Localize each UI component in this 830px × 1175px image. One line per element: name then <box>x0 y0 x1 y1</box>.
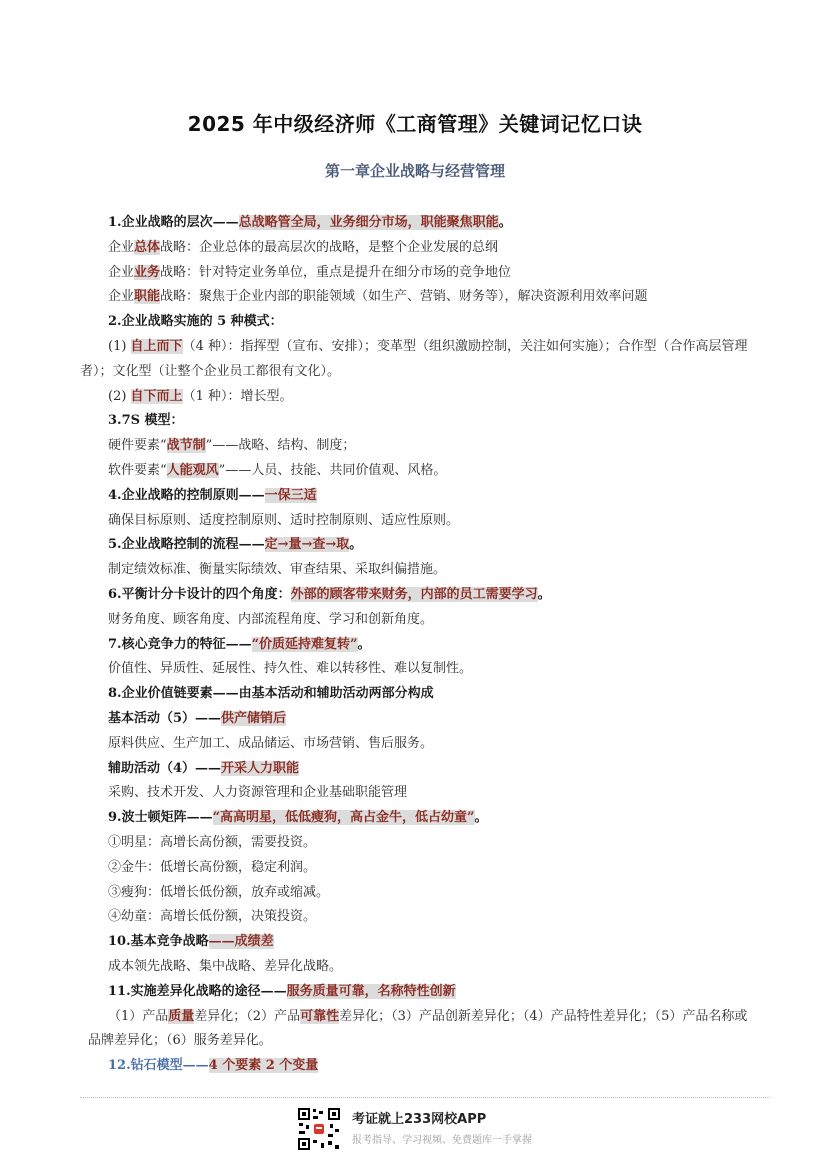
section-9-item: ①明星：高增长高份额，需要投资。 <box>108 834 317 850</box>
chapter-heading: 第一章企业战略与经营管理 <box>324 162 505 180</box>
footer-brand: 考证就上233网校APP <box>352 1112 487 1127</box>
section-1-heading: 1.企业战略的层次——总战略管全局，业务细分市场，职能聚焦职能。 <box>108 215 512 230</box>
section-7-item: 价值性、异质性、延展性、持久性、难以转移性、难以复制性。 <box>108 661 473 677</box>
footer-tagline: 报考指导、学习视频、免费题库一手掌握 <box>352 1135 532 1146</box>
section-4-item: 确保目标原则、适度控制原则、适时控制原则、适应性原则。 <box>108 512 460 528</box>
section-10-heading: 10.基本竞争战略——成绩差 <box>108 934 274 950</box>
section-9-item: ②金牛：低增长高份额，稳定利润。 <box>108 859 317 875</box>
section-1-item: 企业职能战略：聚焦于企业内部的职能领域（如生产、营销、财务等），解决资源利用效率问题 <box>108 289 648 305</box>
section-4-heading: 4.企业战略的控制原则——一保三适 <box>108 487 317 503</box>
highlight: 总战略管全局，业务细分市场，职能聚焦职能 <box>238 215 499 230</box>
section-6-heading: 6.平衡计分卡设计的四个角度：外部的顾客带来财务，内部的员工需要学习。 <box>108 586 551 602</box>
section-10-item: 成本领先战略、集中战略、差异化战略。 <box>108 958 343 974</box>
section-1-item: 企业总体战略：企业总体的最高层次的战略，是整个企业发展的总纲 <box>108 239 499 255</box>
section-8-subheading: 辅助活动（4）——开采人力职能 <box>108 760 300 776</box>
section-8-subheading: 基本活动（5）——供产储销后 <box>108 710 287 726</box>
section-5-heading: 5.企业战略控制的流程——定→量→查→取。 <box>108 537 363 553</box>
section-11-heading: 11.实施差异化战略的途径——服务质量可靠，名称特性创新 <box>108 983 456 999</box>
section-5-item: 制定绩效标准、衡量实际绩效、审查结果、采取纠偏措施。 <box>108 562 447 578</box>
section-3-item: 硬件要素“战节制”——战略、结构、制度； <box>108 438 356 454</box>
section-9-item: ④幼童：高增长低份额，决策投资。 <box>108 909 317 925</box>
section-11-item: （1）产品质量差异化；（2）产品可靠性差异化；（3）产品创新差异化；（4）产品特性差异化；（5）产品名称或品牌差异化；（6）服务差异化。 <box>88 1008 748 1049</box>
section-8-item: 采购、技术开发、人力资源管理和企业基础职能管理 <box>108 785 408 801</box>
section-8-item: 原料供应、生产加工、成品储运、市场营销、售后服务。 <box>108 735 434 751</box>
section-7-heading: 7.核心竞争力的特征——“价质延持难复转”。 <box>108 636 371 652</box>
section-3-heading: 3.7S 模型： <box>108 413 184 429</box>
section-2-item: (2) 自下而上（1 种）：增长型。 <box>108 388 293 404</box>
page-title: 2025 年中级经济师《工商管理》关键词记忆口诀 <box>187 112 643 136</box>
section-8-heading: 8.企业价值链要素——由基本活动和辅助活动两部分构成 <box>108 686 434 702</box>
qr-code-icon <box>297 1107 341 1151</box>
section-9-heading: 9.波士顿矩阵——“高高明星，低低瘦狗，高占金牛，低占幼童”。 <box>108 810 488 826</box>
section-12-heading: 12.钻石模型——4 个要素 2 个变量 <box>108 1058 319 1074</box>
section-9-item: ③瘦狗：低增长低份额，放弃或缩减。 <box>108 884 330 900</box>
section-6-item: 财务角度、顾客角度、内部流程角度、学习和创新角度。 <box>108 611 434 627</box>
document-body <box>80 211 750 1079</box>
section-3-item: 软件要素“人能观风”——人员、技能、共同价值观、风格。 <box>108 462 447 478</box>
footer-divider <box>80 1097 770 1098</box>
section-2-item: (1) 自上而下（4 种）：指挥型（宣布、安排）；变革型（组织激励控制，关注如何实施）；合作型（合作高层管理者）；文化型（让整个企业员工都很有文化）。 <box>80 338 748 379</box>
section-1-item: 企业业务战略：针对特定业务单位，重点是提升在细分市场的竞争地位 <box>108 264 512 280</box>
section-2-heading: 2.企业战略实施的 5 种模式： <box>108 314 283 330</box>
